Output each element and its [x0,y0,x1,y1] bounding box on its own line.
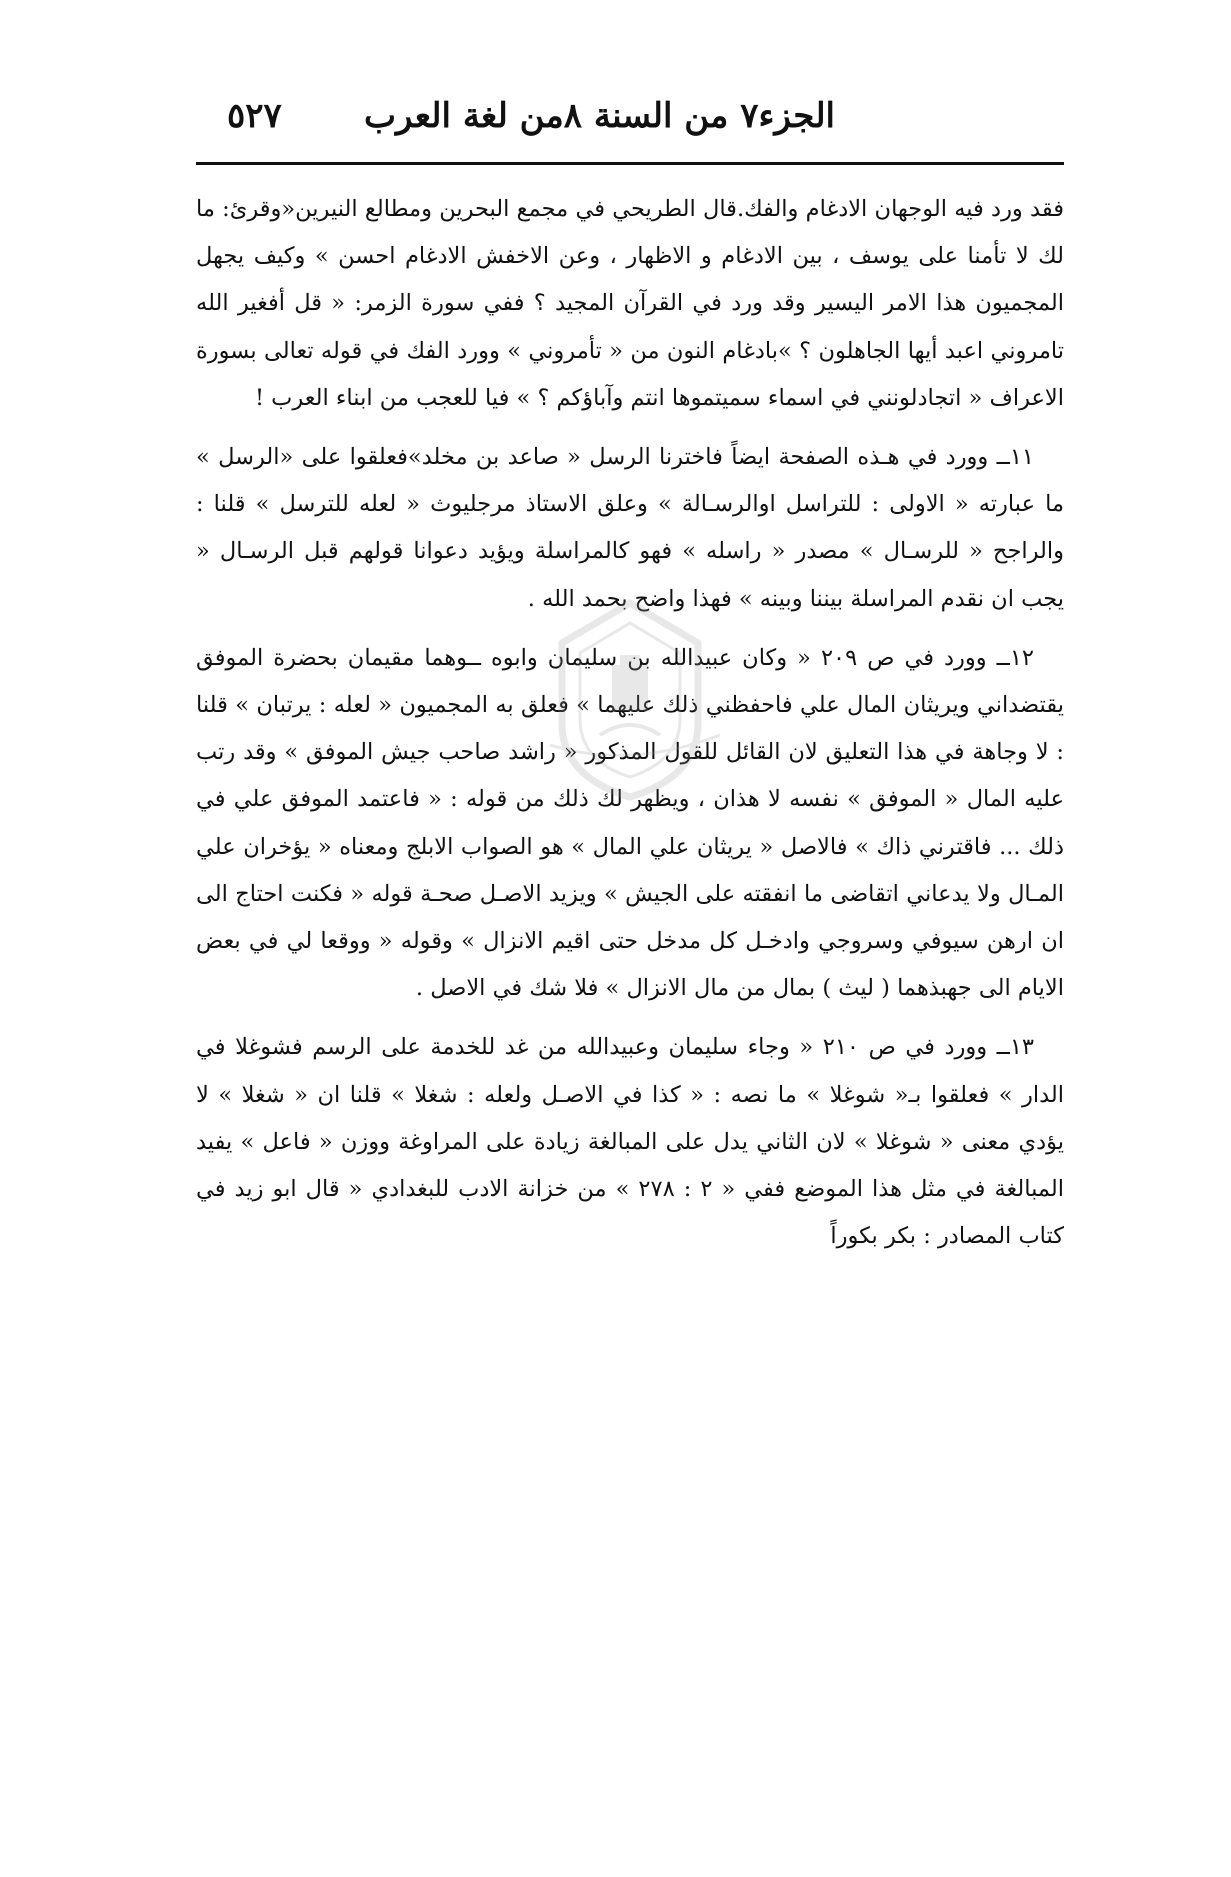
paragraph-note-13: ١٣ــ وورد في ص ٢١٠ « وجاء سليمان وعبيدالله من غد للخدمة على الرسم فشوغلا في الدار » فعلقوا بـ« شوغلا » ما نصه : « كذا في الاصـل ولعله : شغلا » قلنا ان « شغلا » لا يؤدي معنى « شوغلا » لان الثاني يدل على المبالغة زيادة على المراوغة ووزن « فاعل » يفيد المبالغة في مثل هذا الموضع ففي « ٢ : ٢٧٨ » من خزانة الادب للبغدادي « قال ابو زيد في كتاب المصادر : بكر بكوراً [196,1034,1064,1250]
page-number: ٥٢٧ [227,96,282,136]
header-title: الجزء٧ من السنة ٨من لغة العرب [364,96,835,136]
body-text [196,186,1064,1272]
paragraph-continuation: فقد ورد فيه الوجهان الادغام والفك.قال الطريحي في مجمع البحرين ومطالع النيرين«وقرئ: ما لك لا تأمنا على يوسف ، بين الادغام و الاظهار ، وعن الاخفش الادغام احسن » وكيف يجهل المجميون هذا الامر اليسير وقد ورد في القرآن المجيد ؟ ففي سورة الزمر: « قل أفغير الله تامروني اعبد أيها الجاهلون ؟ »بادغام النون من « تأمروني » وورد الفك في قوله تعالى بسورة الاعراف « اتجادلونني في اسماء سميتموها انتم وآباؤكم ؟ » فيا للعجب من ابناء العرب ! [196,196,1064,411]
header-rule [196,162,1064,165]
paragraph-note-12: ١٢ــ وورد في ص ٢٠٩ « وكان عبيدالله بن سليمان وابوه ــوهما مقيمان بحضرة الموفق يقتضداني ويريثان المال علي فاحفظني ذلك عليهما » فعلق به المجميون « لعله : يرتبان » قلنا : لا وجاهة في هذا التعليق لان القائل للقول المذكور « راشد صاحب جيش الموفق » وقد رتب عليه المال « الموفق » نفسه لا هذان ، ويظهر لك ذلك من قوله : « فاعتمد الموفق علي في ذلك ... فاقترني ذاك » فالاصل « يريثان علي المال » هو الصواب الابلج ومعناه « يؤخران علي المـال ولا يدعاني اتقاضى ما انفقته على الجيش » ويزيد الاصـل صحـة قوله « فكنت احتاج الى ان ارهن سيوفي وسروجي وادخـل كل مدخل حتى اقيم الانزال » وقوله « ووقعا لي في بعض الايام الى جهبذهما ( ليث ) بمال من مال الانزال » فلا شك في الاصل . [196,644,1064,1002]
paragraph-note-11: ١١ــ وورد في هـذه الصفحة ايضاً فاخترنا الرسل « صاعد بن مخلد»فعلقوا على «الرسل » ما عبارته « الاولى : للتراسل اوالرسـالة » وعلق الاستاذ مرجليوث « لعله للترسل » قلنا : والراجح « للرسـال » مصدر « راسله » فهو كالمراسلة ويؤيد دعوانا قولهم قبل الرسـال « يجب ان نقدم المراسلة بيننا وبينه » فهذا واضح بحمد الله . [196,444,1064,612]
running-header [215,96,855,156]
